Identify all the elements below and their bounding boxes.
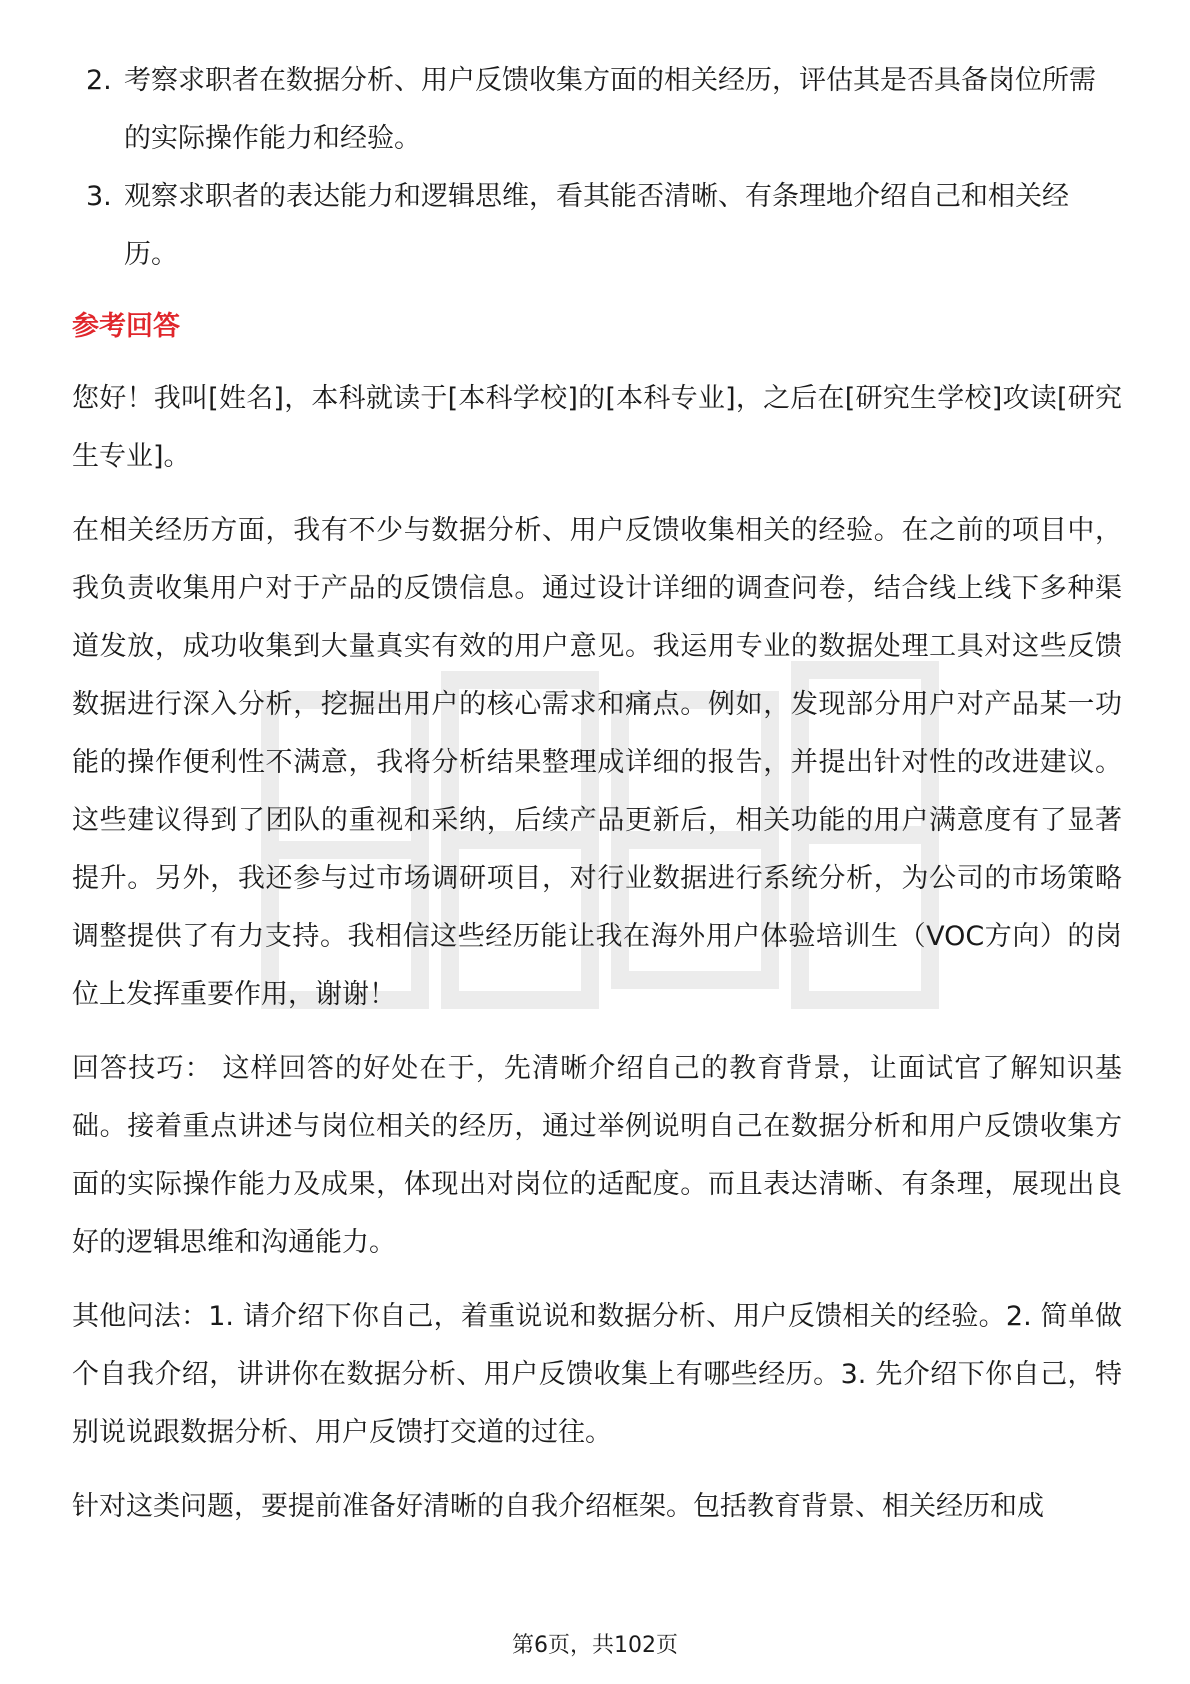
advice-paragraph: 针对这类问题，要提前准备好清晰的自我介绍框架。包括教育背景、相关经历和成 bbox=[72, 1491, 1044, 1522]
answer-paragraph: 在相关经历方面，我有不少与数据分析、用户反馈收集相关的经验。在之前的项目中，我负责收集用户对于产品的反馈信息。通过设计详细的调查问卷，结合线上线下多种渠道发放，成功收集到大量真实有效的用户意见。我运用专业的数据处理工具对这些反馈数据进行深入分析，挖掘出用户的核心需求和痛点。例如，发现部分用户对产品某一功能的操作便利性不满意，我将分析结果整理成详细的报告，并提出针对性的改进建议。这些建议得到了团队的重视和采纳，后续产品更新后，相关功能的用户满意度有了显著提升。另外，我还参与过市场调研项目，对行业数据进行系统分析，为公司的市场策略调整提供了有力支持。我相信这些经历能让我在海外用户体验培训生（VOC方向）的岗位上发挥重要作用，谢谢！ bbox=[72, 515, 1122, 1010]
list-item bbox=[72, 52, 1122, 168]
list-item-text: 考察求职者在数据分析、用户反馈收集方面的相关经历，评估其是否具备岗位所需的实际操作能力和经验。 bbox=[124, 65, 1096, 154]
document-body bbox=[72, 52, 1122, 1552]
section-heading: 参考回答 bbox=[72, 311, 180, 342]
list-item-number: 3. bbox=[86, 181, 112, 212]
list-item-text: 观察求职者的表达能力和逻辑思维，看其能否清晰、有条理地介绍自己和相关经历。 bbox=[124, 181, 1069, 270]
tips-paragraph: 回答技巧： 这样回答的好处在于，先清晰介绍自己的教育背景，让面试官了解知识基础。接着重点讲述与岗位相关的经历，通过举例说明自己在数据分析和用户反馈收集方面的实际操作能力及成果，体现出对岗位的适配度。而且表达清晰、有条理，展现出良好的逻辑思维和沟通能力。 bbox=[72, 1053, 1122, 1258]
list-item bbox=[72, 168, 1122, 284]
page-number-footer: 第6页，共102页 bbox=[512, 1633, 678, 1658]
evaluation-criteria-list bbox=[72, 52, 1122, 284]
list-item-number: 2. bbox=[86, 65, 112, 96]
alternatives-paragraph: 其他问法：1. 请介绍下你自己，着重说说和数据分析、用户反馈相关的经验。2. 简单做个自我介绍，讲讲你在数据分析、用户反馈收集上有哪些经历。3. 先介绍下你自己，特别说说跟数据分析、用户反馈打交道的过往。 bbox=[72, 1301, 1122, 1448]
answer-paragraph: 您好！我叫[姓名]，本科就读于[本科学校]的[本科专业]，之后在[研究生学校]攻读[研究生专业]。 bbox=[72, 383, 1122, 472]
